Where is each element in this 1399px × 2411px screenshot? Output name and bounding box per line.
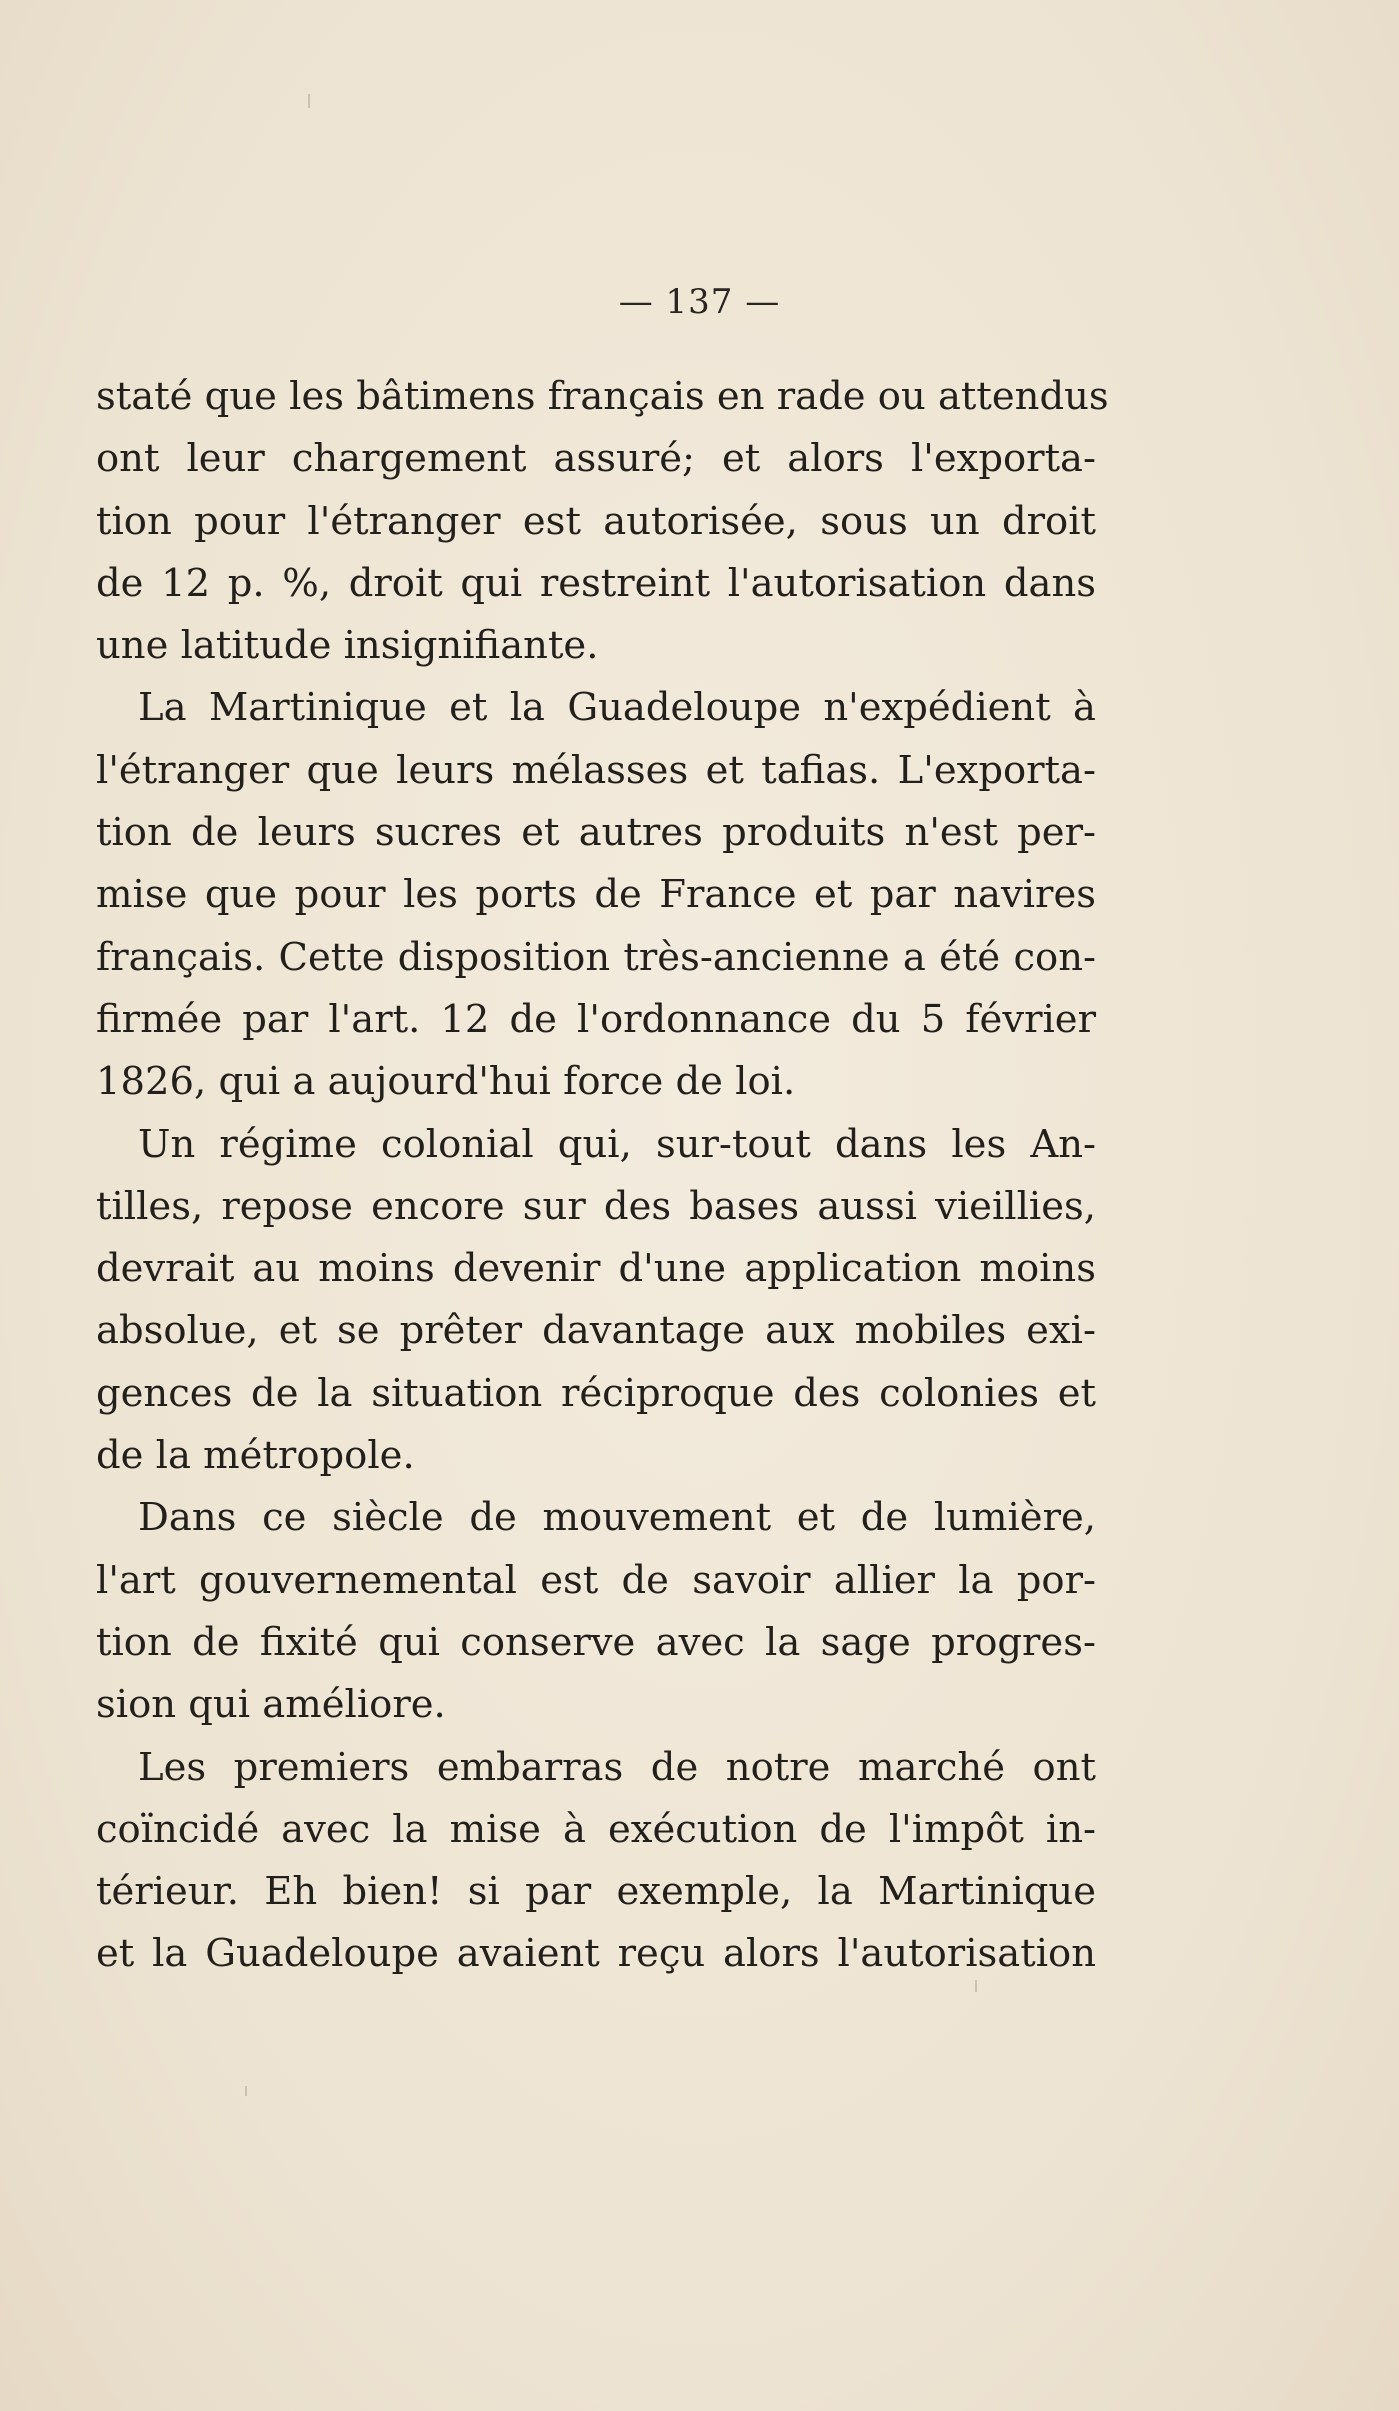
paper-speck xyxy=(308,94,310,108)
paragraph-start-line: Les premiers embarras de notre marché ont xyxy=(138,1744,1096,1790)
text-line: français. Cette disposition très-ancienne a été con- xyxy=(96,934,1096,980)
text-line: coïncidé avec la mise à exécution de l'impôt in- xyxy=(96,1806,1096,1852)
paper-speck xyxy=(245,2086,247,2096)
text-line: tion pour l'étranger est autorisée, sous un droit xyxy=(96,498,1096,544)
paragraph-start-line: Un régime colonial qui, sur-tout dans les An- xyxy=(138,1121,1096,1167)
text-line: et la Guadeloupe avaient reçu alors l'autorisation xyxy=(96,1931,1096,1977)
text-line: gences de la situation réciproque des colonies et xyxy=(96,1370,1096,1416)
body-text xyxy=(96,366,1109,1986)
text-line: l'étranger que leurs mélasses et tafias. L'exporta- xyxy=(96,747,1096,793)
text-line: mise que pour les ports de France et par navires xyxy=(96,872,1096,918)
text-line: une latitude insignifiante. xyxy=(96,623,599,669)
text-line: tilles, repose encore sur des bases aussi vieillies, xyxy=(96,1183,1096,1229)
text-line: sion qui améliore. xyxy=(96,1682,446,1728)
page-number: — 137 — xyxy=(618,282,781,322)
text-line: firmée par l'art. 12 de l'ordonnance du 5 février xyxy=(96,996,1096,1042)
text-line: devrait au moins devenir d'une application moins xyxy=(96,1246,1096,1292)
paragraph-start-line: La Martinique et la Guadeloupe n'expédient à xyxy=(138,685,1096,731)
text-line: l'art gouvernemental est de savoir allier la por- xyxy=(96,1557,1096,1603)
text-line: tion de fixité qui conserve avec la sage progres- xyxy=(96,1619,1096,1665)
text-line: ont leur chargement assuré; et alors l'exporta- xyxy=(96,436,1096,482)
text-line: térieur. Eh bien! si par exemple, la Martinique xyxy=(96,1869,1096,1915)
paragraph-start-line: Dans ce siècle de mouvement et de lumière, xyxy=(138,1495,1096,1541)
text-line: de la métropole. xyxy=(96,1433,415,1479)
text-line: de 12 p. %, droit qui restreint l'autorisation dans xyxy=(96,560,1096,606)
text-line: absolue, et se prêter davantage aux mobiles exi- xyxy=(96,1308,1096,1354)
text-line: staté que les bâtimens français en rade ou attendus xyxy=(96,374,1109,419)
paper-speck xyxy=(975,1980,977,1992)
text-line: 1826, qui a aujourd'hui force de loi. xyxy=(96,1059,796,1105)
text-line: tion de leurs sucres et autres produits n'est per- xyxy=(96,810,1096,856)
